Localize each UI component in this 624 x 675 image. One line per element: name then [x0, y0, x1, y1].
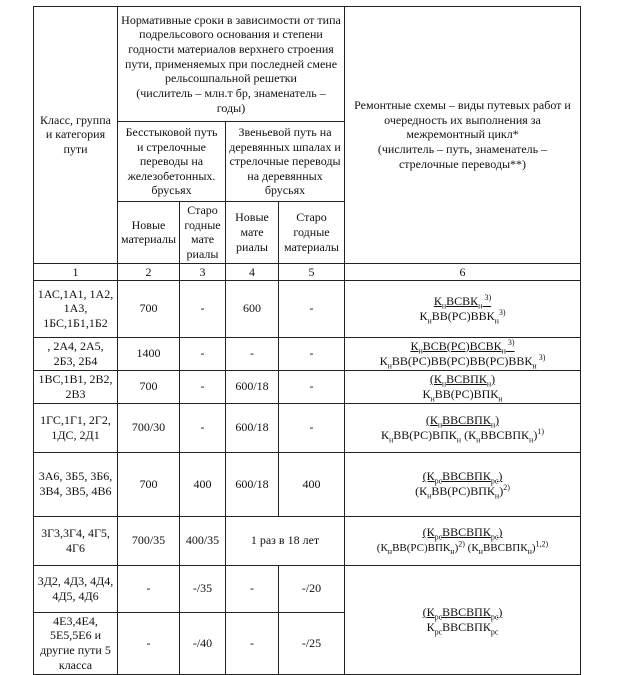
scheme-numerator: $(К_{рс}ВВСВПК_{рс})$	[422, 525, 503, 542]
repair-scheme-cell	[345, 516, 581, 565]
scheme-denominator: $(К_нВВ(РС)ВПК_н)^{2)}$ $(К_нВВСВПК_н)^{1,2)}$	[376, 539, 549, 557]
table-row	[34, 403, 581, 452]
header-new-materials-2: Новые мате риалы	[226, 202, 279, 264]
value-cell: 600/18	[226, 370, 279, 403]
value-cell: 700/35	[118, 516, 180, 565]
value-cell: -	[180, 337, 226, 370]
class-cell: 1ВС,1В1, 2В2, 2В3	[34, 370, 118, 403]
value-cell: 600/18	[226, 403, 279, 452]
value-cell: 400	[180, 452, 226, 516]
value-cell: -	[226, 565, 279, 612]
table-row	[34, 337, 581, 370]
value-cell: -	[226, 337, 279, 370]
class-cell: 1АС,1А1, 1А2, 1А3, 1БС,1Б1,1Б2	[34, 280, 118, 337]
value-cell: -/40	[180, 612, 226, 674]
col-number: 1	[34, 263, 118, 280]
value-cell: 400/35	[180, 516, 226, 565]
value-cell: -	[180, 280, 226, 337]
scheme-numerator: $(К_{рс}ВВСВПК_{рс})$	[422, 469, 503, 486]
value-cell: 1400	[118, 337, 180, 370]
scheme-numerator: $К_нВСВ(РС)ВСВК_н$ $^{3)}$	[410, 337, 515, 356]
scheme-denominator: $К_нВВ(РС)ВВК_н^{3)}$	[419, 307, 506, 325]
value-cell: -	[226, 612, 279, 674]
value-cell: -	[180, 370, 226, 403]
value-cell: -	[118, 612, 180, 674]
header-repair-text: Ремонтные схемы – виды путевых работ и очередность их выполнения за межремонтный цикл*	[354, 98, 571, 142]
scheme-numerator: $(К_{рс}ВВСВПК_{рс})$	[422, 604, 503, 622]
value-cell: -	[180, 403, 226, 452]
table-row	[34, 565, 581, 612]
col-number: 3	[180, 263, 226, 280]
scheme-numerator: $(К_нВСВПК_н)$	[429, 371, 496, 389]
header-repair	[345, 7, 581, 264]
table-row	[34, 452, 581, 516]
header-norms-text: Нормативные сроки в зависимости от типа подрельсового основания и степени годности материалов верхнего строения пути, применяемых при последней смене рельсошпальной решетки	[121, 12, 341, 86]
value-cell: -	[279, 370, 345, 403]
class-cell: 3А6, 3Б5, 3Б6, 3В4, 3В5, 4В6	[34, 452, 118, 516]
value-cell: -/25	[279, 612, 345, 674]
class-cell: 1ГС,1Г1, 2Г2, 1ДС, 2Д1	[34, 403, 118, 452]
header-repair-note: (числитель – путь, знаменатель – стрелочные переводы**)	[377, 142, 548, 171]
header-new-materials: Новые материалы	[118, 202, 180, 264]
repair-scheme-cell	[345, 370, 581, 403]
value-cell: 400	[279, 452, 345, 516]
header-norms-note: (числитель – млн.т бр, знаменатель – годы)	[136, 85, 326, 115]
table-row	[34, 370, 581, 403]
header-norms	[118, 7, 345, 122]
col-number: 6	[345, 263, 581, 280]
value-cell: -	[118, 565, 180, 612]
scheme-denominator: $К_{рс}ВВСВПК_{рс}$	[426, 619, 499, 636]
col-number: 2	[118, 263, 180, 280]
value-cell: 600/18	[226, 452, 279, 516]
repair-scheme-cell	[345, 565, 581, 674]
table-row	[34, 516, 581, 565]
scheme-denominator: $К_нВВ(РС)ВПК_н$	[422, 386, 503, 403]
col-number: 4	[226, 263, 279, 280]
repair-scheme-cell	[345, 452, 581, 516]
header-jointless: Бесстыковой путь и стрелочные переводы на железобетонных. брусьях	[118, 122, 226, 202]
class-cell: 4Е3,4Е4, 5Е5,5Е6 и другие пути 5 класса	[34, 612, 118, 674]
repair-scheme-cell	[345, 280, 581, 337]
value-cell: 700	[118, 370, 180, 403]
value-cell: -/35	[180, 565, 226, 612]
header-old-materials: Старо годные мате риалы	[180, 202, 226, 264]
scheme-denominator: $К_нВВ(РС)ВВ(РС)ВВ(РС)ВВК_н$ $^{3)}$	[379, 352, 546, 370]
class-cell: , 2А4, 2А5, 2Б3, 2Б4	[34, 337, 118, 370]
value-cell: -	[279, 337, 345, 370]
table-row	[34, 280, 581, 337]
value-cell: -/20	[279, 565, 345, 612]
value-cell: -	[279, 403, 345, 452]
header-class: Класс, группа и категория пути	[34, 7, 118, 264]
value-cell: 600	[226, 280, 279, 337]
class-cell: 3Д2, 4Д3, 4Д4, 4Д5, 4Д6	[34, 565, 118, 612]
scheme-numerator: $(К_нВВСВПК_н)$	[425, 412, 500, 430]
scheme-denominator: $К_нВВ(РС)ВПК_н$ $(К_нВВСВПК_н)^{1)}$	[381, 426, 544, 444]
class-cell: 3Г3,3Г4, 4Г5, 4Г6	[34, 516, 118, 565]
value-cell: -	[279, 280, 345, 337]
scheme-denominator: $(К_нВВ(РС)ВПК_н)^{2)}$	[415, 483, 510, 501]
repair-scheme-cell	[345, 337, 581, 370]
col-number: 5	[279, 263, 345, 280]
header-jointed: Звеньевой путь на деревянных шпалах и стрелочные переводы на деревянных брусьях	[226, 122, 345, 202]
column-numbers-row	[34, 263, 581, 280]
repair-norms-table	[33, 6, 581, 675]
value-cell: 700/30	[118, 403, 180, 452]
value-cell: 700	[118, 452, 180, 516]
value-cell: 700	[118, 280, 180, 337]
value-cell-merged: 1 раз в 18 лет	[226, 516, 345, 565]
scheme-numerator: $К_нВСВК_н$ $^{3)}$	[433, 292, 492, 311]
header-old-materials-2: Старо годные материалы	[279, 202, 345, 264]
repair-scheme-cell	[345, 403, 581, 452]
